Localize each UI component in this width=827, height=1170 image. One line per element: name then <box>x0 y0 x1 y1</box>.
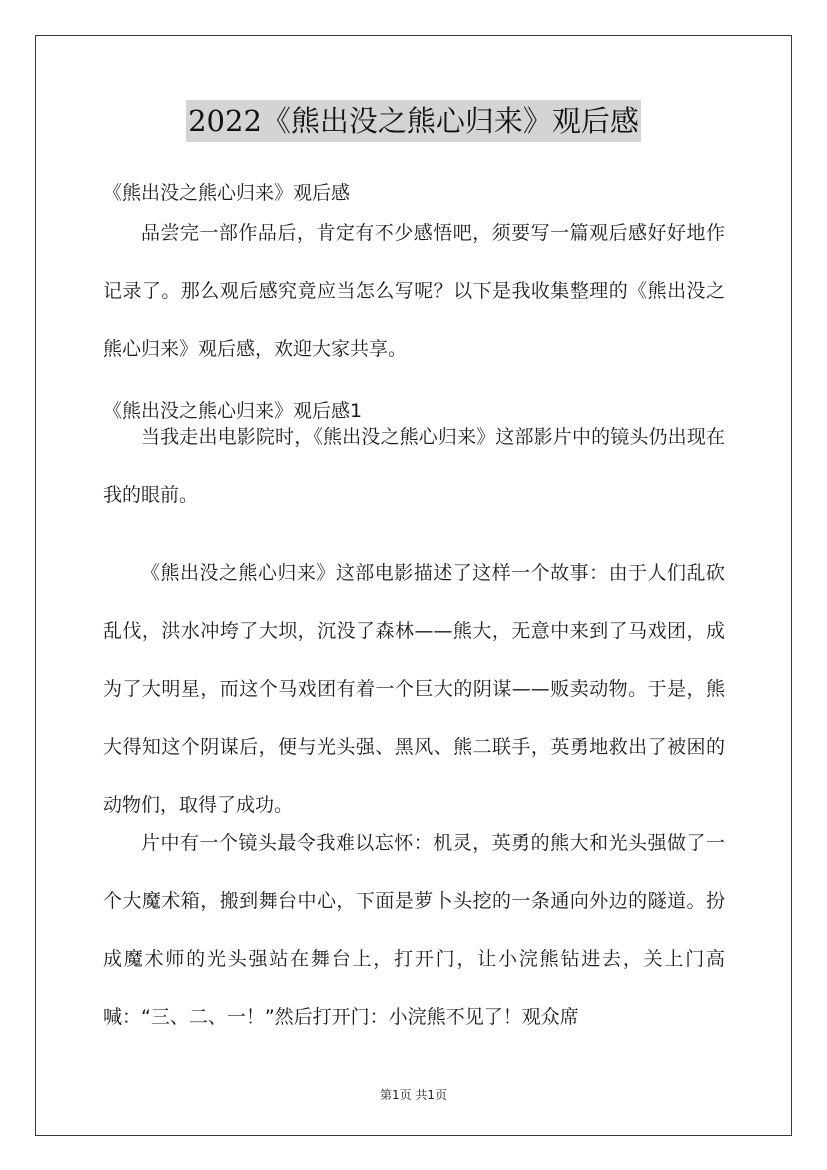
document-title: 2022《熊出没之熊心归来》观后感 <box>186 100 641 142</box>
body-paragraph-3: 片中有一个镜头最令我难以忘怀：机灵，英勇的熊大和光头强做了一个大魔术箱，搬到舞台中心，下面是萝卜头挖的一条通向外边的隧道。扮成魔术师的光头强站在舞台上，打开门，让小浣熊钻进去，关上门高喊：“三、二、一！”然后打开门：小浣熊不见了！观众席 <box>103 832 725 1028</box>
section-heading-1: 《熊出没之熊心归来》观后感1 <box>103 400 363 422</box>
title-container <box>0 100 827 142</box>
body-paragraph-1: 当我走出电影院时，《熊出没之熊心归来》这部影片中的镜头仍出现在我的眼前。 <box>103 426 725 506</box>
body-paragraph-2: 《熊出没之熊心归来》这部电影描述了这样一个故事：由于人们乱砍乱伐，洪水冲垮了大坝，沉没了森林——熊大，无意中来到了马戏团，成为了大明星，而这个马戏团有着一个巨大的阴谋——贩卖动物。于是，熊大得知这个阴谋后，便与光头强、黑风、熊二联手，英勇地救出了被困的动物们，取得了成功。 <box>103 562 725 816</box>
page-footer: 第1页 共1页 <box>379 1088 448 1102</box>
intro-paragraph: 品尝完一部作品后，肯定有不少感悟吧，须要写一篇观后感好好地作记录了。那么观后感究竟应当怎么写呢？以下是我收集整理的《熊出没之熊心归来》观后感，欢迎大家共享。 <box>103 222 725 360</box>
document-subtitle: 《熊出没之熊心归来》观后感 <box>103 182 351 204</box>
